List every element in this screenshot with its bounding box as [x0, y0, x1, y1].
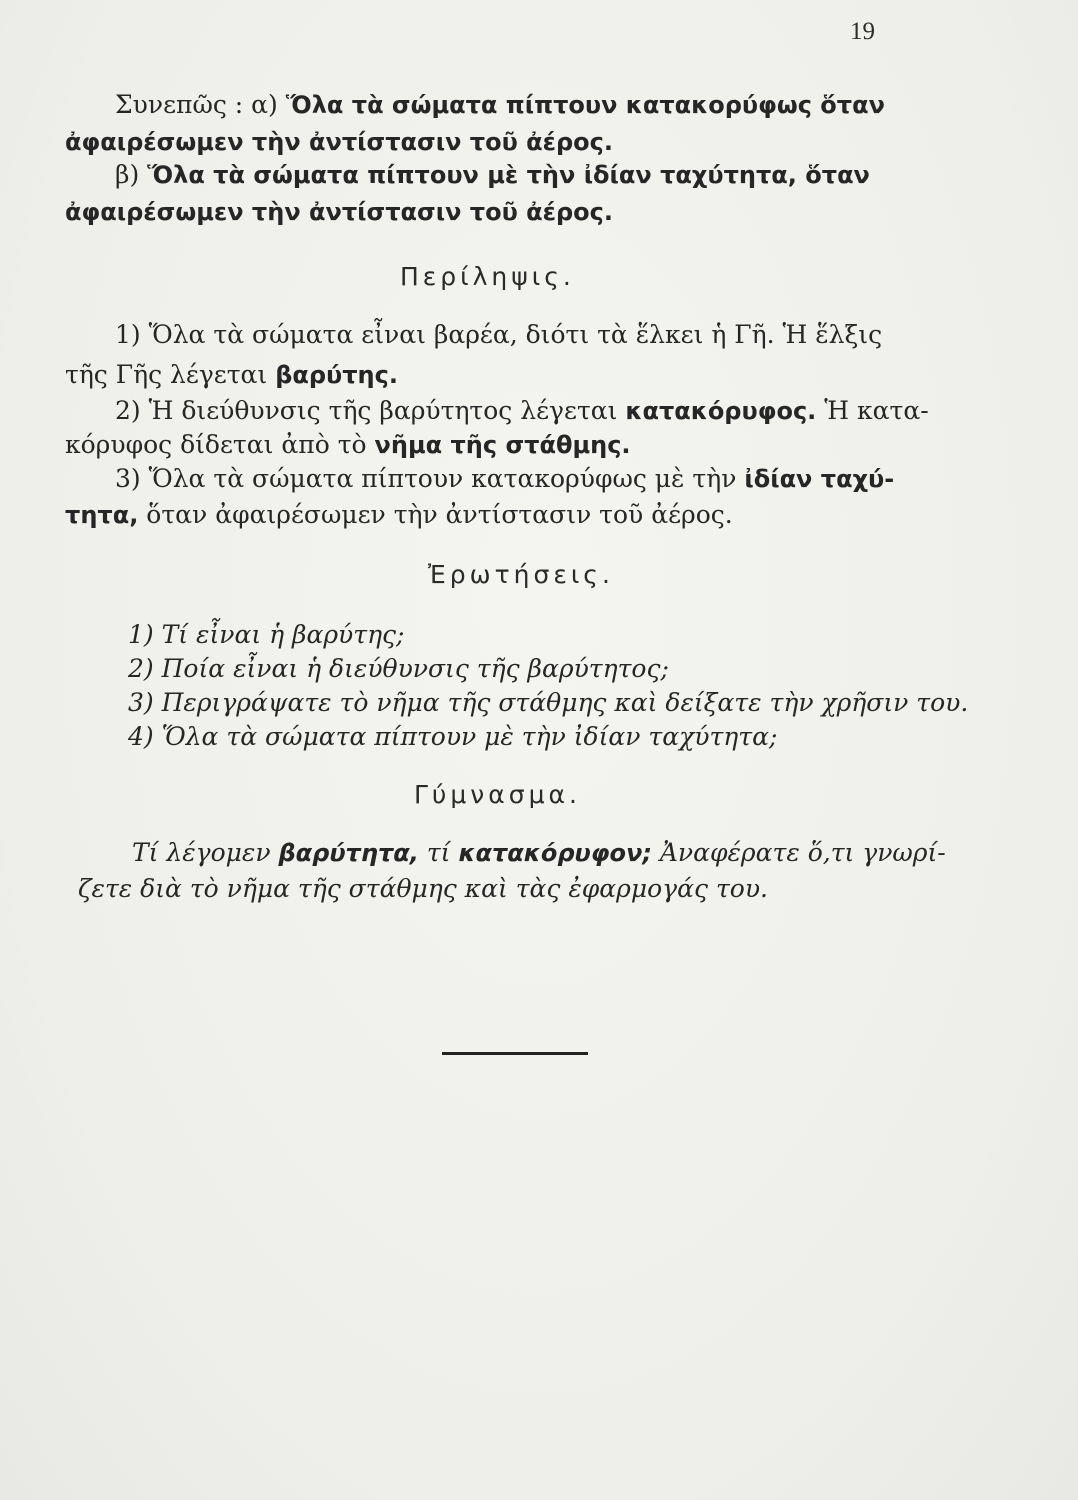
- conclusion-intro: Συνεπῶς : α): [115, 90, 278, 119]
- question-item: 4) Ὅλα τὰ σώματα πίπτουν μὲ τὴν ἰδίαν ταχύτητα;: [128, 722, 778, 751]
- summary-text: τῆς Γῆς λέγεται: [65, 360, 268, 389]
- questions-heading: Ἐρωτήσεις.: [428, 560, 614, 589]
- summary-term-plumb-line: νῆμα τῆς στάθμης.: [374, 431, 631, 459]
- page-number: 19: [850, 18, 875, 45]
- exercise-line-2: ζετε διὰ τὸ νῆμα τῆς στάθμης καὶ τὰς ἐφαρμογάς του.: [78, 874, 768, 903]
- exercise-text: Ἀναφέρατε ὅ,τι γνωρί-: [659, 838, 946, 867]
- summary-point-3-line-2: [65, 502, 733, 527]
- summary-text: 3) Ὅλα τὰ σώματα πίπτουν κατακορύφως μὲ τὴν: [115, 464, 737, 493]
- summary-point-2-line-2: [65, 432, 631, 457]
- summary-text: Ἡ κατα-: [824, 396, 929, 425]
- conclusion-line-3: [115, 162, 870, 187]
- exercise-text: τί: [426, 838, 451, 867]
- summary-term-speed-end: τητα,: [65, 501, 139, 529]
- summary-text: 2) Ἡ διεύθυνσις τῆς βαρύτητος λέγεται: [115, 396, 618, 425]
- summary-heading: Περίληψις.: [400, 262, 575, 291]
- conclusion-line-1: [115, 92, 885, 117]
- summary-point-1-line-2: [65, 362, 398, 387]
- question-item: 1) Τί εἶναι ἡ βαρύτης;: [128, 620, 405, 649]
- conclusion-a-text: Ὅλα τὰ σώματα πίπτουν κατακορύφως ὅταν: [285, 91, 885, 119]
- exercise-heading: Γύμνασμα.: [414, 780, 581, 809]
- summary-term-gravity: βαρύτης.: [275, 361, 398, 389]
- summary-text: κόρυφος δίδεται ἀπὸ τὸ: [65, 430, 367, 459]
- summary-point-2-line-1: [115, 398, 929, 423]
- section-end-rule: [442, 1052, 588, 1055]
- summary-point-1-line-1: 1) Ὅλα τὰ σώματα εἶναι βαρέα, διότι τὰ ἕλκει ἡ Γῆ. Ἡ ἕλξις: [115, 320, 883, 349]
- conclusion-a-line-2: ἀφαιρέσωμεν τὴν ἀντίστασιν τοῦ ἀέρος.: [65, 128, 613, 156]
- question-item: 3) Περιγράψατε τὸ νῆμα τῆς στάθμης καὶ δείξατε τὴν χρῆσιν του.: [128, 688, 969, 717]
- conclusion-b-text: Ὅλα τὰ σώματα πίπτουν μὲ τὴν ἰδίαν ταχύτητα, ὅταν: [147, 161, 870, 189]
- summary-term-vertical: κατακόρυφος.: [625, 397, 817, 425]
- summary-term-same-speed: ἰδίαν ταχύ-: [744, 465, 895, 493]
- exercise-text: Τί λέγομεν: [132, 838, 271, 867]
- question-item: 2) Ποία εἶναι ἡ διεύθυνσις τῆς βαρύτητος;: [128, 654, 669, 683]
- conclusion-b-label: β): [115, 160, 140, 189]
- exercise-line-1: [132, 840, 946, 865]
- exercise-term-vertical: κατακόρυφον;: [458, 839, 652, 867]
- summary-text: ὅταν ἀφαιρέσωμεν τὴν ἀντίστασιν τοῦ ἀέρος.: [146, 500, 733, 529]
- exercise-term-gravity: βαρύτητα,: [278, 839, 419, 867]
- summary-point-3-line-1: [115, 466, 894, 491]
- conclusion-b-line-2: ἀφαιρέσωμεν τὴν ἀντίστασιν τοῦ ἀέρος.: [65, 198, 613, 226]
